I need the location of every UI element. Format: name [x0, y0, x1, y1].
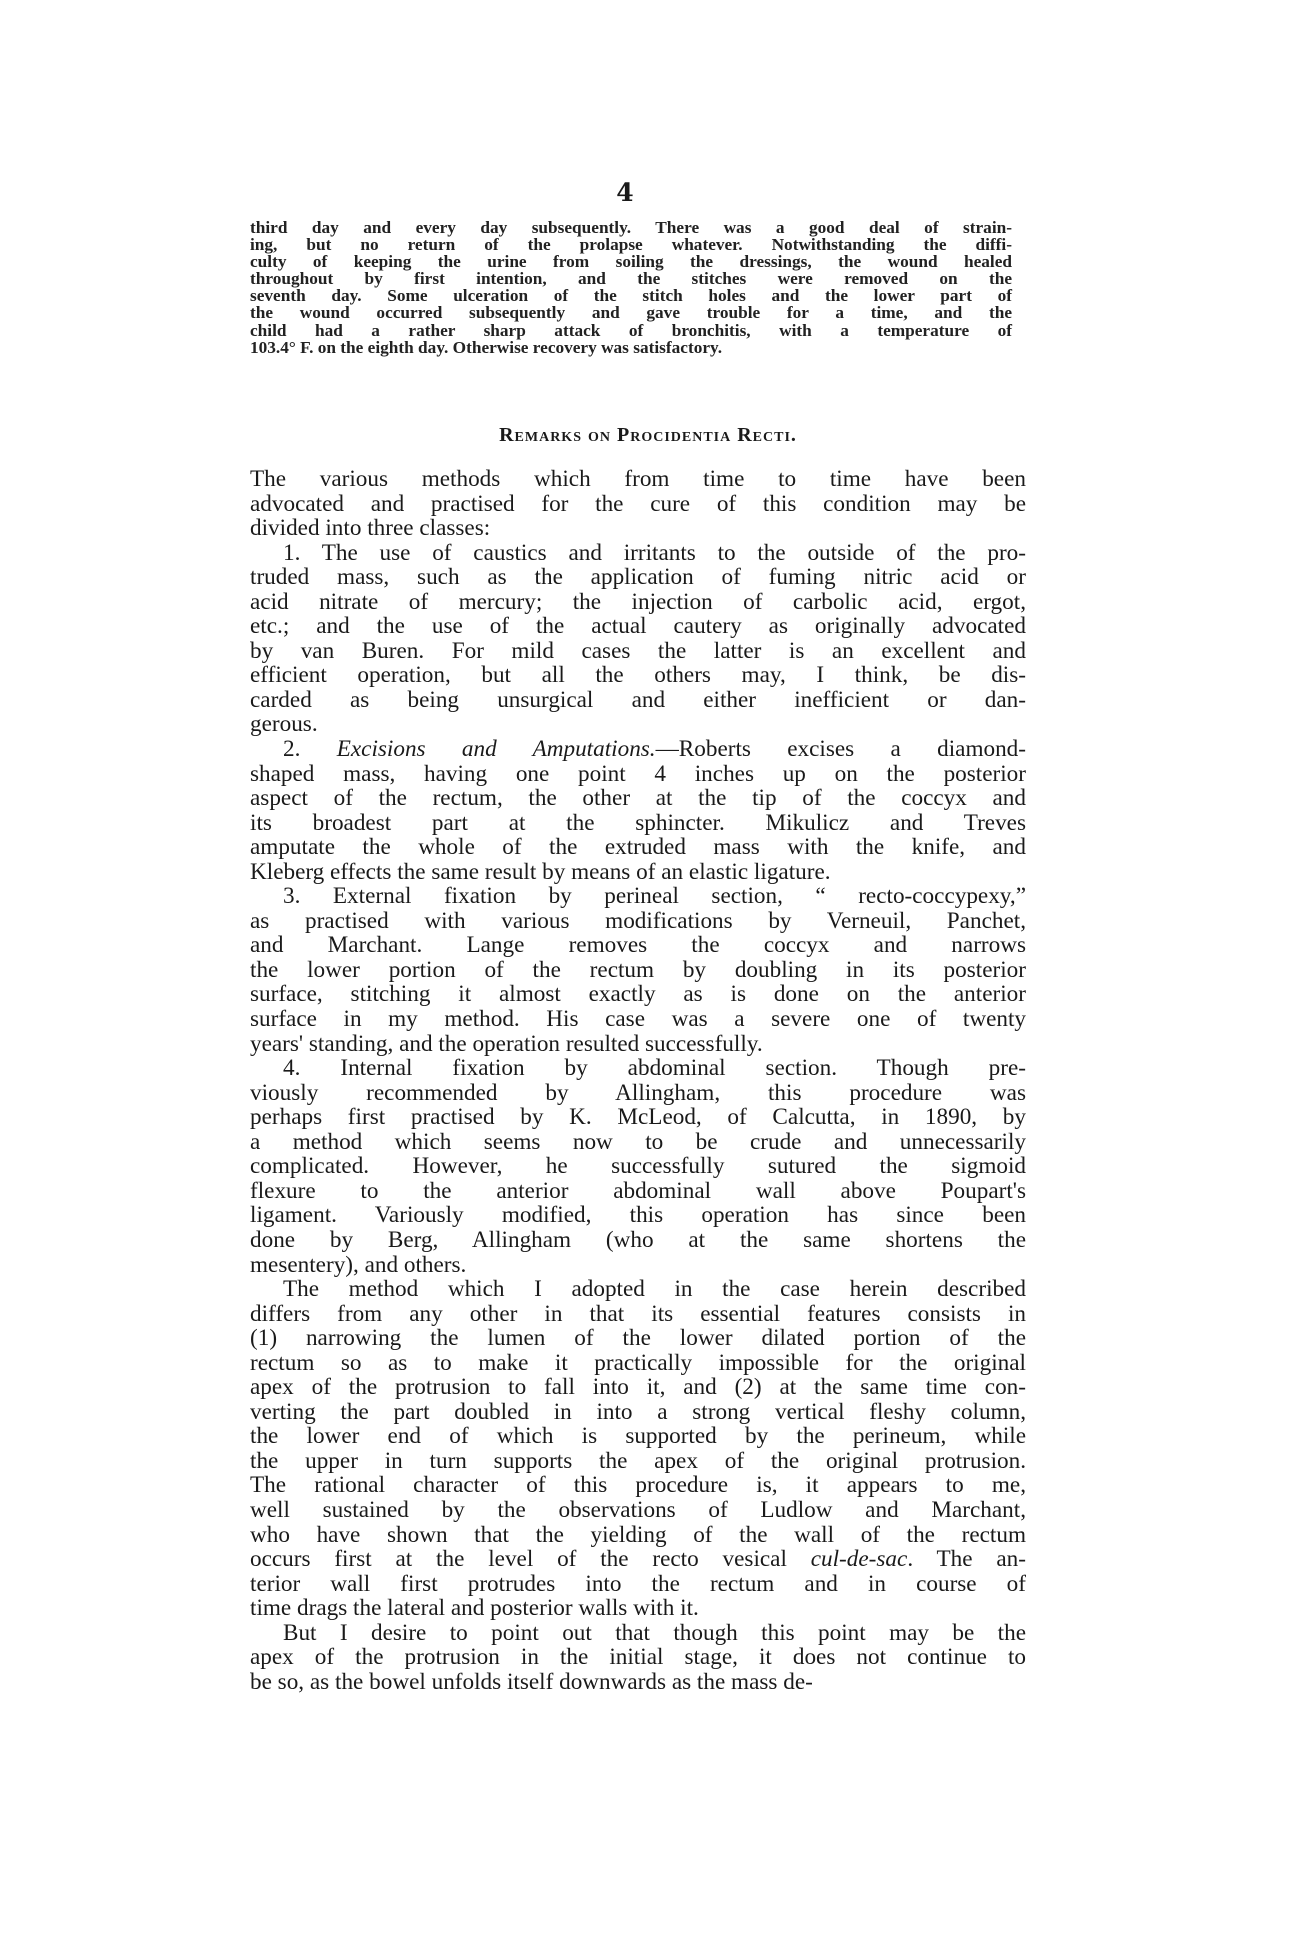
text-line: 4. Internal fixation by abdominal section. Though pre- — [283, 1056, 1026, 1081]
text-line: divided into three classes: — [250, 516, 491, 541]
text-line: third day and every day subsequently. There was a good deal of strain- — [250, 218, 1012, 237]
text-line: the lower portion of the rectum by doubling in its posterior — [250, 957, 1026, 983]
text-line: flexure to the anterior abdominal wall above Poupart's — [250, 1178, 1026, 1204]
text-line: apex of the protrusion to fall into it, and (2) at the same time con- — [250, 1375, 1026, 1400]
text-line: 103.4° F. on the eighth day. Otherwise recovery was satisfactory. — [250, 337, 723, 357]
body-text — [250, 467, 1026, 1694]
text-line: occurs first at the level of the recto vesical cul-de-sac. The an- — [250, 1547, 1026, 1572]
text-line: The method which I adopted in the case herein described — [283, 1277, 1026, 1302]
text-line: perhaps first practised by K. McLeod, of Calcutta, in 1890, by — [250, 1105, 1026, 1130]
text-line: a method which seems now to be crude and unnecessarily — [250, 1129, 1026, 1155]
text-line: acid nitrate of mercury; the injection of carbolic acid, ergot, — [250, 589, 1026, 615]
text-line: advocated and practised for the cure of this condition may be — [250, 491, 1026, 517]
text-line: time drags the lateral and posterior walls with it. — [250, 1596, 699, 1621]
text-line: as practised with various modifications by Verneuil, Panchet, — [250, 908, 1026, 934]
text-line: rectum so as to make it practically impossible for the original — [250, 1350, 1026, 1376]
text-line: verting the part doubled in into a strong vertical fleshy column, — [250, 1399, 1026, 1425]
text-line: complicated. However, he successfully sutured the sigmoid — [250, 1154, 1026, 1179]
text-line: But I desire to point out that though this point may be the — [283, 1620, 1026, 1646]
text-line: mesentery), and others. — [250, 1252, 467, 1278]
text-line: seventh day. Some ulceration of the stitch holes and the lower part of — [250, 286, 1012, 306]
text-line: its broadest part at the sphincter. Mikulicz and Treves — [250, 810, 1026, 836]
text-line: shaped mass, having one point 4 inches up on the posterior — [250, 761, 1026, 787]
text-line: apex of the protrusion in the initial stage, it does not continue to — [250, 1645, 1026, 1670]
text-line: gerous. — [250, 712, 318, 738]
text-line: differs from any other in that its essential features consists in — [250, 1301, 1026, 1327]
italic-phrase: Excisions and Amputations. — [336, 737, 656, 762]
text-line: and Marchant. Lange removes the coccyx and narrows — [250, 933, 1026, 958]
text-line: truded mass, such as the application of fuming nitric acid or — [250, 565, 1026, 590]
text-line: The rational character of this procedure is, it appears to me, — [250, 1473, 1026, 1498]
text-line: 1. The use of caustics and irritants to the outside of the pro- — [283, 540, 1026, 566]
text-line: The various methods which from time to time have been — [250, 467, 1026, 492]
italic-phrase: cul-de-sac — [810, 1547, 908, 1572]
case-report-carryover — [250, 219, 1012, 356]
text-line: aspect of the rectum, the other at the tip of the coccyx and — [250, 786, 1026, 811]
text-line: surface in my method. His case was a severe one of twenty — [250, 1007, 1026, 1032]
text-line: throughout by first intention, and the stitches were removed on the — [250, 269, 1012, 289]
text-line: be so, as the bowel unfolds itself downwards as the mass de- — [250, 1669, 813, 1695]
text-line: well sustained by the observations of Ludlow and Marchant, — [250, 1497, 1026, 1523]
text-line: 2. Excisions and Amputations.—Roberts excises a diamond- — [283, 737, 1026, 762]
text-line: (1) narrowing the lumen of the lower dilated portion of the — [250, 1326, 1026, 1351]
text-line: Kleberg effects the same result by means of an elastic ligature. — [250, 859, 831, 885]
text-line: amputate the whole of the extruded mass with the knife, and — [250, 835, 1026, 860]
text-line: by van Buren. For mild cases the latter is an excellent and — [250, 638, 1026, 664]
text-line: terior wall first protrudes into the rectum and in course of — [250, 1571, 1026, 1597]
text-line: child had a rather sharp attack of bronchitis, with a temperature of — [250, 320, 1012, 340]
text-line: viously recommended by Allingham, this procedure was — [250, 1080, 1026, 1106]
section-heading: Remarks on Procidentia Recti. — [499, 424, 797, 446]
text-line: etc.; and the use of the actual cautery as originally advocated — [250, 614, 1026, 639]
text-line: the upper in turn supports the apex of the original protrusion. — [250, 1448, 1026, 1474]
text-line: ing, but no return of the prolapse whatever. Notwithstanding the diffi- — [250, 235, 1012, 255]
text-line: 3. External fixation by perineal section, “ recto-coccypexy,” — [283, 884, 1026, 909]
text-line: carded as being unsurgical and either inefficient or dan- — [250, 687, 1026, 713]
text-line: done by Berg, Allingham (who at the same shortens the — [250, 1227, 1026, 1253]
text-line: culty of keeping the urine from soiling the dressings, the wound healed — [250, 252, 1012, 272]
text-line: who have shown that the yielding of the wall of the rectum — [250, 1522, 1026, 1548]
text-line: years' standing, and the operation resulted successfully. — [250, 1031, 763, 1057]
text-line: ligament. Variously modified, this operation has since been — [250, 1203, 1026, 1228]
text-line: surface, stitching it almost exactly as is done on the anterior — [250, 982, 1026, 1008]
text-line: efficient operation, but all the others may, I think, be dis- — [250, 663, 1026, 688]
text-line: the wound occurred subsequently and gave trouble for a time, and the — [250, 303, 1012, 323]
page-number: 4 — [616, 178, 634, 207]
text-line: the lower end of which is supported by the perineum, while — [250, 1424, 1026, 1449]
